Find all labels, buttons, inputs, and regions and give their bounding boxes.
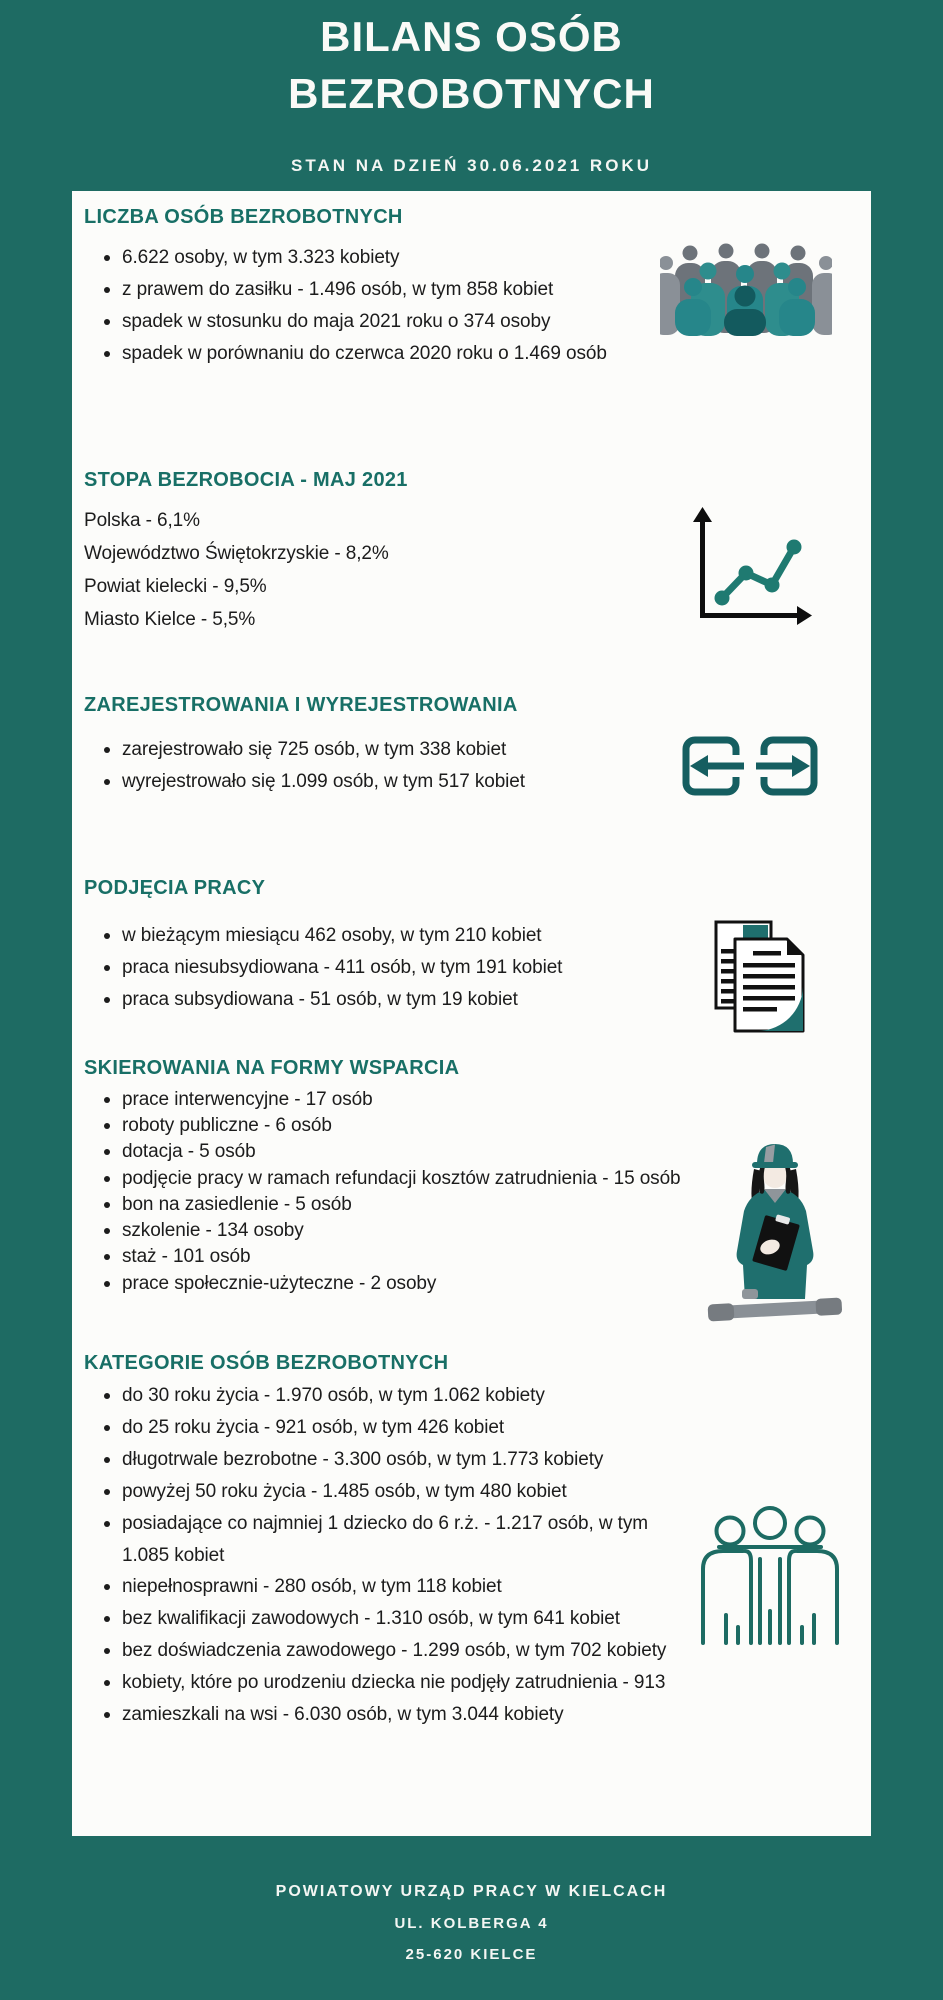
list-item: szkolenie - 134 osoby (122, 1218, 681, 1244)
list-item: podjęcie pracy w ramach refundacji kosztów zatrudnienia - 15 osób (122, 1166, 681, 1192)
section-stopa-bezrobocia (84, 469, 408, 636)
stat-lines (84, 504, 408, 636)
crowd-icon (660, 241, 832, 336)
list-item: prace interwencyjne - 17 osób (122, 1087, 681, 1113)
bullet-list (84, 734, 525, 798)
section-skierowania-formy-wsparcia (84, 1057, 681, 1297)
bullet-list (84, 242, 607, 370)
section-heading: SKIEROWANIA NA FORMY WSPARCIA (84, 1057, 460, 1079)
section-heading: KATEGORIE OSÓB BEZROBOTNYCH (84, 1352, 449, 1374)
page-title (0, 8, 943, 122)
bullet-list (84, 1087, 681, 1297)
list-item: 6.622 osoby, w tym 3.323 kobiety (122, 242, 607, 274)
section-heading: STOPA BEZROBOCIA - MAJ 2021 (84, 469, 408, 491)
section-heading: PODJĘCIA PRACY (84, 877, 266, 899)
section-kategorie-osob-bezrobotnych (84, 1352, 697, 1731)
list-item: spadek w porównaniu do czerwca 2020 roku o 1.469 osób (122, 338, 607, 370)
footer-city: 25-620 KIELCE (405, 1946, 538, 1963)
list-item: prace społecznie-użyteczne - 2 osoby (122, 1271, 681, 1297)
list-item: niepełnosprawni - 280 osób, w tym 118 kobiet (122, 1571, 697, 1603)
list-item: praca subsydiowana - 51 osób, w tym 19 kobiet (122, 984, 562, 1016)
list-item: posiadające co najmniej 1 dziecko do 6 r.ż. - 1.217 osób, w tym 1.085 kobiet (122, 1508, 697, 1572)
footer (0, 1876, 943, 1970)
footer-street: UL. KOLBERGA 4 (394, 1915, 549, 1932)
page-subtitle: STAN NA DZIEŃ 30.06.2021 ROKU (291, 156, 652, 175)
worker-woman-icon (700, 1131, 850, 1331)
stat-line: Powiat kielecki - 9,5% (84, 576, 267, 598)
list-item: w bieżącym miesiącu 462 osoby, w tym 210 kobiet (122, 920, 562, 952)
list-item: bez kwalifikacji zawodowych - 1.310 osób, w tym 641 kobiet (122, 1603, 697, 1635)
bullet-list (84, 1380, 697, 1731)
list-item: roboty publiczne - 6 osób (122, 1113, 681, 1139)
transfer-arrows-icon (680, 734, 820, 798)
list-item: długotrwale bezrobotne - 3.300 osób, w tym 1.773 kobiety (122, 1444, 697, 1476)
page-title-line2: BEZROBOTNYCH (288, 70, 655, 117)
list-item: staż - 101 osób (122, 1244, 681, 1270)
list-item: dotacja - 5 osób (122, 1139, 681, 1165)
list-item: z prawem do zasiłku - 1.496 osób, w tym 858 kobiet (122, 274, 607, 306)
stat-line: Województwo Świętokrzyskie - 8,2% (84, 543, 389, 565)
section-zarejestrowania-wyrejestrowania (84, 694, 525, 798)
list-item: wyrejestrowało się 1.099 osób, w tym 517 kobiet (122, 766, 525, 798)
list-item: spadek w stosunku do maja 2021 roku o 374 osoby (122, 306, 607, 338)
footer-org-name: POWIATOWY URZĄD PRACY W KIELCACH (275, 1883, 668, 1900)
list-item: do 25 roku życia - 921 osób, w tym 426 kobiet (122, 1412, 697, 1444)
list-item: zarejestrowało się 725 osób, w tym 338 kobiet (122, 734, 525, 766)
line-chart-icon (684, 505, 814, 633)
section-liczba-osob-bezrobotnych (84, 206, 607, 370)
stat-line: Miasto Kielce - 5,5% (84, 609, 256, 631)
list-item: bez doświadczenia zawodowego - 1.299 osób, w tym 702 kobiety (122, 1635, 697, 1667)
stat-line: Polska - 6,1% (84, 510, 200, 531)
content-card (72, 191, 871, 1836)
section-podjecia-pracy (84, 877, 562, 1016)
list-item: powyżej 50 roku życia - 1.485 osób, w tym 480 kobiet (122, 1476, 697, 1508)
documents-icon (713, 919, 808, 1039)
three-people-icon (693, 1499, 848, 1649)
list-item: praca niesubsydiowana - 411 osób, w tym 191 kobiet (122, 952, 562, 984)
page-title-line1: BILANS OSÓB (320, 13, 623, 60)
section-heading: LICZBA OSÓB BEZROBOTNYCH (84, 206, 403, 228)
list-item: kobiety, które po urodzeniu dziecka nie podjęły zatrudnienia - 913 (122, 1667, 697, 1699)
list-item: zamieszkali na wsi - 6.030 osób, w tym 3.044 kobiety (122, 1699, 697, 1731)
bullet-list (84, 920, 562, 1016)
section-heading: ZAREJESTROWANIA I WYREJESTROWANIA (84, 694, 518, 716)
list-item: do 30 roku życia - 1.970 osób, w tym 1.062 kobiety (122, 1380, 697, 1412)
list-item: bon na zasiedlenie - 5 osób (122, 1192, 681, 1218)
